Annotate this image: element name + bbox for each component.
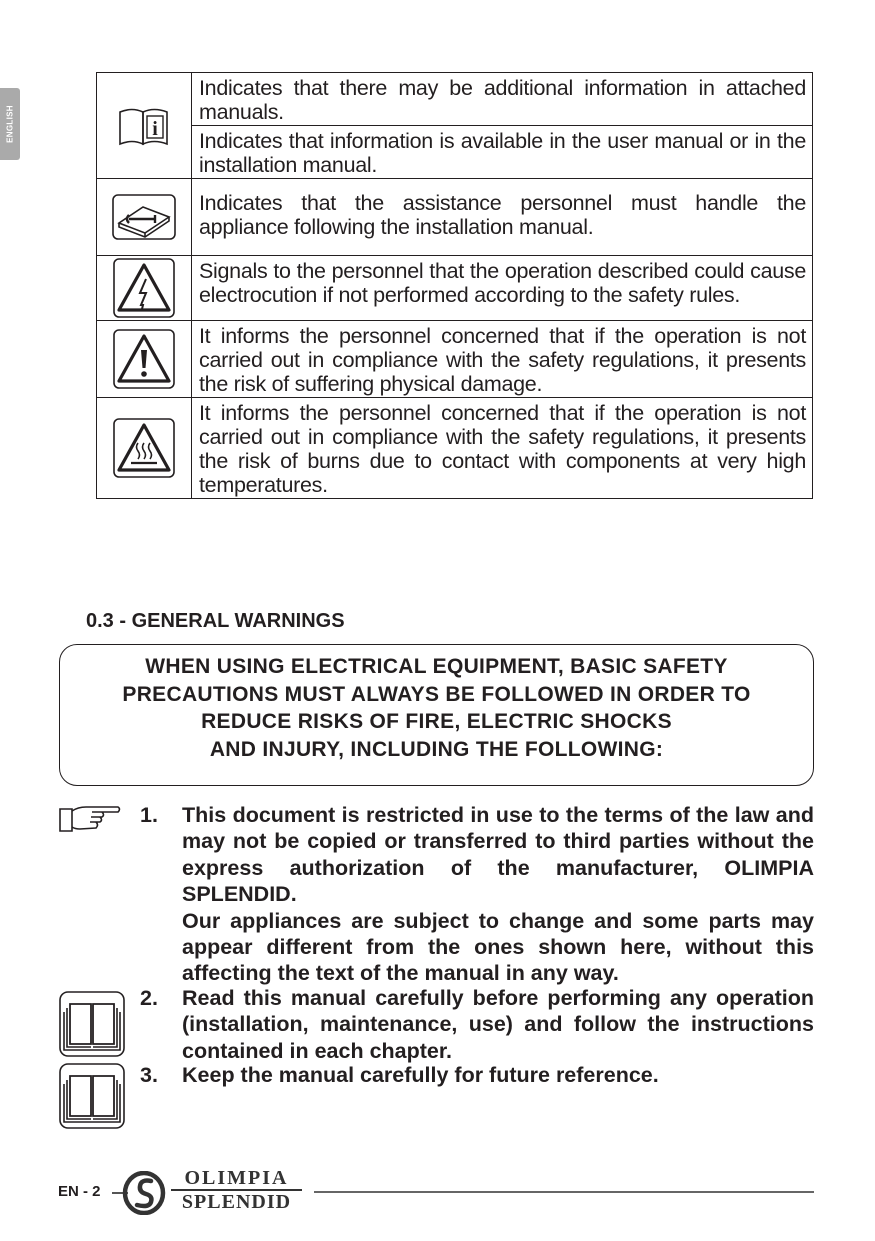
symbol-description: It informs the personnel concerned that if the operation is not carried out in compliance with the safety regulations, it presents the risk of suffering physical damage. — [192, 321, 813, 398]
info-manual-icon — [116, 104, 172, 148]
safety-warning-box — [59, 644, 814, 786]
list-item — [140, 985, 814, 1064]
page-number: EN - 2 — [58, 1183, 101, 1200]
symbol-icon-cell — [97, 256, 192, 321]
list-item — [140, 1062, 814, 1088]
list-item-body — [182, 802, 814, 987]
list-item-paragraph: Our appliances are subject to change and some parts may appear different from the ones shown here, without this affecting the text of the manual in any way. — [182, 908, 814, 986]
list-item-body — [182, 1062, 814, 1088]
list-item-paragraph: Read this manual carefully before performing any operation (installation, maintenance, use) and follow the instructions contained in each chapter. — [182, 986, 814, 1063]
list-item-body — [182, 985, 814, 1064]
electrocution-warning-icon — [112, 257, 176, 319]
general-warning-icon — [112, 328, 176, 390]
brand-logo — [171, 1168, 302, 1212]
symbol-icon-cell — [97, 179, 192, 256]
footer-divider — [314, 1191, 814, 1193]
list-item-paragraph: This document is restricted in use to the terms of the law and may not be copied or transferred to third parties without the express authorization of the manufacturer, OLIMPIA SPLENDID. — [182, 803, 814, 907]
olimpia-splendid-logo-icon — [122, 1171, 166, 1215]
symbol-description: Indicates that there may be additional information in attached manuals. — [192, 73, 813, 126]
symbol-icon-cell — [97, 398, 192, 499]
warning-line: AND INJURY, INCLUDING THE FOLLOWING: — [209, 737, 664, 761]
list-item-paragraph: Keep the manual carefully for future reference. — [182, 1063, 659, 1087]
list-item — [140, 802, 814, 987]
symbols-table — [96, 72, 813, 499]
warning-line: WHEN USING ELECTRICAL EQUIPMENT, BASIC SAFETY — [145, 655, 728, 678]
brand-name-line2: SPLENDID — [181, 1190, 292, 1213]
service-manual-icon — [111, 193, 177, 241]
symbol-row — [97, 126, 813, 179]
svg-text:i: i — [152, 117, 158, 140]
symbol-row — [97, 321, 813, 398]
symbol-description: Indicates that information is available in the user manual or in the installation manual. — [192, 126, 813, 179]
symbol-icon-cell — [97, 73, 192, 179]
symbol-icon-cell — [97, 321, 192, 398]
open-book-icon — [58, 1062, 126, 1130]
symbol-row — [97, 256, 813, 321]
symbol-description: Indicates that the assistance personnel must handle the appliance following the installation manual. — [192, 179, 813, 256]
language-tab-label: ENGLISH — [5, 105, 15, 143]
symbol-row — [97, 73, 813, 126]
list-item-number: 1. — [140, 803, 158, 827]
section-title: 0.3 - GENERAL WARNINGS — [86, 610, 345, 632]
open-book-icon — [58, 990, 126, 1058]
symbol-row — [97, 398, 813, 499]
list-item-number: 3. — [140, 1063, 158, 1087]
hot-surface-warning-icon — [112, 417, 176, 479]
symbol-description: Signals to the personnel that the operation described could cause electrocution if not performed according to the safety rules. — [192, 256, 813, 321]
brand-name-line1: OLIMPIA — [184, 1167, 289, 1189]
warning-line: PRECAUTIONS MUST ALWAYS BE FOLLOWED IN ORDER TO — [122, 682, 751, 706]
symbol-description: It informs the personnel concerned that if the operation is not carried out in compliance with the safety regulations, it presents the risk of burns due to contact with components at very high temperatures. — [192, 398, 813, 499]
symbol-row — [97, 179, 813, 256]
pointing-hand-icon — [58, 803, 122, 835]
warning-line: REDUCE RISKS OF FIRE, ELECTRIC SHOCKS — [201, 710, 672, 733]
language-tab — [0, 88, 20, 160]
list-item-number: 2. — [140, 986, 158, 1010]
